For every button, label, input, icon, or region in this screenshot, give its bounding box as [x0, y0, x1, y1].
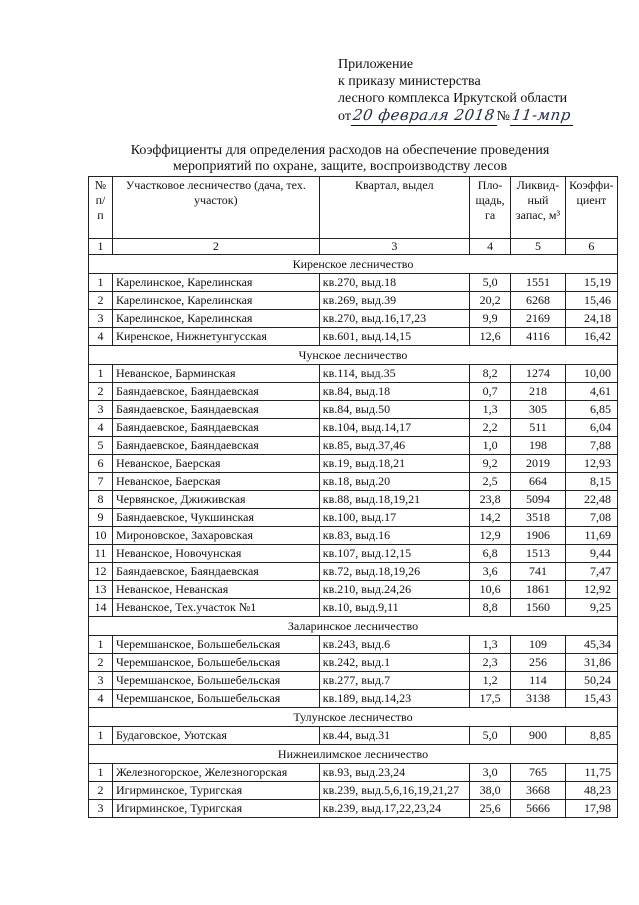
table-cell: кв.239, выд.5,6,16,19,21,27: [319, 782, 469, 800]
table-cell: кв.601, выд.14,15: [319, 328, 469, 346]
table-cell: кв.239, выд.17,22,23,24: [319, 800, 469, 818]
table-cell: 511: [511, 419, 565, 437]
table-row: [89, 509, 618, 527]
table-cell: Баяндаевское, Баяндаевская: [112, 419, 319, 437]
table-cell: Баяндаевское, Баяндаевская: [112, 563, 319, 581]
table-cell: 1551: [511, 274, 565, 292]
table-cell: 17,98: [565, 800, 617, 818]
table-cell: 45,34: [565, 636, 617, 654]
table-cell: 50,24: [565, 672, 617, 690]
handwritten-number: 11-мпр: [510, 106, 573, 124]
table-cell: 5,0: [469, 274, 510, 292]
table-cell: 17,5: [469, 690, 510, 708]
table-cell: 14,2: [469, 509, 510, 527]
table-cell: 4: [89, 419, 113, 437]
section-title: Чунское лесничество: [89, 346, 618, 365]
table-cell: Баяндаевское, Баяндаевская: [112, 383, 319, 401]
table-row: [89, 654, 618, 672]
column-number-row: [89, 239, 618, 255]
table-cell: 6: [89, 455, 113, 473]
table-row: [89, 310, 618, 328]
table-cell: кв.270, выд.16,17,23: [319, 310, 469, 328]
table-cell: Черемшанское, Большебельская: [112, 636, 319, 654]
table-cell: Карелинское, Карелинская: [112, 310, 319, 328]
table-cell: кв.83, выд.16: [319, 527, 469, 545]
table-cell: кв.19, выд.18,21: [319, 455, 469, 473]
table-cell: 14: [89, 599, 113, 617]
table-cell: кв.100, выд.17: [319, 509, 469, 527]
table-cell: 15,43: [565, 690, 617, 708]
table-cell: 11,69: [565, 527, 617, 545]
table-cell: 3518: [511, 509, 565, 527]
table-body: [89, 255, 618, 818]
table-cell: 1,0: [469, 437, 510, 455]
table-cell: 48,23: [565, 782, 617, 800]
table-cell: 1,2: [469, 672, 510, 690]
section-row: [89, 745, 618, 764]
table-cell: 4116: [511, 328, 565, 346]
table-cell: 15,46: [565, 292, 617, 310]
table-cell: 1513: [511, 545, 565, 563]
table-cell: 5666: [511, 800, 565, 818]
table-row: [89, 727, 618, 745]
table-cell: Игирминское, Туригская: [112, 782, 319, 800]
table-cell: 1: [89, 274, 113, 292]
table-cell: 9,25: [565, 599, 617, 617]
table-cell: 3668: [511, 782, 565, 800]
table-row: [89, 437, 618, 455]
col-number: 3: [319, 239, 469, 255]
table-cell: 1274: [511, 365, 565, 383]
table-row: [89, 401, 618, 419]
table-cell: 198: [511, 437, 565, 455]
table-cell: 2,3: [469, 654, 510, 672]
table-cell: 12,93: [565, 455, 617, 473]
section-title: Тулунское лесничество: [89, 708, 618, 727]
section-title: Нижнеилимское лесничество: [89, 745, 618, 764]
handwritten-date: 20 февраля 2018: [351, 106, 496, 124]
table-cell: кв.85, выд.37,46: [319, 437, 469, 455]
table-header-row: [89, 177, 618, 239]
table-cell: 6,04: [565, 419, 617, 437]
table-cell: 2: [89, 654, 113, 672]
table-cell: Мироновское, Захаровская: [112, 527, 319, 545]
table-cell: 11,75: [565, 764, 617, 782]
table-cell: 8,85: [565, 727, 617, 745]
table-cell: 2: [89, 383, 113, 401]
table-cell: 4: [89, 690, 113, 708]
table-cell: 4,61: [565, 383, 617, 401]
table-row: [89, 690, 618, 708]
appendix-block: [338, 56, 573, 126]
table-cell: кв.84, выд.18: [319, 383, 469, 401]
table-cell: 22,48: [565, 491, 617, 509]
table-row: [89, 292, 618, 310]
table-cell: 8,15: [565, 473, 617, 491]
table-cell: 10,6: [469, 581, 510, 599]
table-cell: Неванское, Новочунская: [112, 545, 319, 563]
table-row: [89, 365, 618, 383]
section-row: [89, 617, 618, 636]
header-forestry: Участковое лесничество (дача, тех. участок): [112, 177, 319, 239]
table-cell: кв.114, выд.35: [319, 365, 469, 383]
table-cell: 7: [89, 473, 113, 491]
table-cell: 6,8: [469, 545, 510, 563]
table-cell: кв.269, выд.39: [319, 292, 469, 310]
table-cell: Черемшанское, Большебельская: [112, 690, 319, 708]
table-cell: 3: [89, 401, 113, 419]
table-cell: Неванское, Баерская: [112, 473, 319, 491]
table-cell: 9,44: [565, 545, 617, 563]
table-cell: Баяндаевское, Чукшинская: [112, 509, 319, 527]
col-number: 6: [565, 239, 617, 255]
table-cell: 7,08: [565, 509, 617, 527]
document-title: [100, 143, 580, 175]
table-cell: Карелинское, Карелинская: [112, 274, 319, 292]
table-cell: 109: [511, 636, 565, 654]
table-cell: 3138: [511, 690, 565, 708]
section-row: [89, 708, 618, 727]
table-cell: 114: [511, 672, 565, 690]
table-cell: Будаговское, Уютская: [112, 727, 319, 745]
table-cell: 12,9: [469, 527, 510, 545]
section-row: [89, 255, 618, 274]
table-cell: 1,3: [469, 636, 510, 654]
table-cell: 2169: [511, 310, 565, 328]
table-row: [89, 636, 618, 654]
table-cell: 16,42: [565, 328, 617, 346]
appendix-signature-line: [338, 107, 573, 126]
table-cell: Неванское, Барминская: [112, 365, 319, 383]
table-row: [89, 419, 618, 437]
table-cell: 7,47: [565, 563, 617, 581]
section-title: Заларинское лесничество: [89, 617, 618, 636]
appendix-number-label: №: [496, 109, 510, 124]
table-cell: кв.18, выд.20: [319, 473, 469, 491]
header-area: Пло- щадь, га: [469, 177, 510, 239]
table-cell: 5094: [511, 491, 565, 509]
table-cell: 900: [511, 727, 565, 745]
table-cell: 4: [89, 328, 113, 346]
table-row: [89, 764, 618, 782]
table-cell: Игирминское, Туригская: [112, 800, 319, 818]
table-row: [89, 581, 618, 599]
table-cell: 11: [89, 545, 113, 563]
table-cell: 10: [89, 527, 113, 545]
title-line-1: Коэффициенты для определения расходов на обеспечение проведения: [130, 143, 550, 158]
table-cell: 2019: [511, 455, 565, 473]
table-cell: кв.104, выд.14,17: [319, 419, 469, 437]
table-cell: 15,19: [565, 274, 617, 292]
table-cell: кв.277, выд.7: [319, 672, 469, 690]
table-row: [89, 455, 618, 473]
table-cell: 1: [89, 727, 113, 745]
table-cell: 2: [89, 292, 113, 310]
header-quarter: Квартал, выдел: [319, 177, 469, 239]
table-cell: 24,18: [565, 310, 617, 328]
table-cell: 5,0: [469, 727, 510, 745]
table-cell: 2,5: [469, 473, 510, 491]
table-cell: 1560: [511, 599, 565, 617]
table-cell: 3: [89, 800, 113, 818]
table-cell: 12,6: [469, 328, 510, 346]
table-cell: 3: [89, 310, 113, 328]
table-cell: кв.72, выд.18,19,26: [319, 563, 469, 581]
table-cell: Черемшанское, Большебельская: [112, 672, 319, 690]
table-row: [89, 383, 618, 401]
table-row: [89, 782, 618, 800]
table-cell: 2,2: [469, 419, 510, 437]
table-cell: 9,9: [469, 310, 510, 328]
table-cell: кв.88, выд.18,19,21: [319, 491, 469, 509]
table-cell: 741: [511, 563, 565, 581]
table-cell: 305: [511, 401, 565, 419]
table-cell: 3,0: [469, 764, 510, 782]
table-cell: 13: [89, 581, 113, 599]
table-cell: 23,8: [469, 491, 510, 509]
table-cell: 8,8: [469, 599, 510, 617]
table-cell: Железногорское, Железногорская: [112, 764, 319, 782]
table-row: [89, 527, 618, 545]
table-cell: Киренское, Нижнетунгусская: [112, 328, 319, 346]
table-row: [89, 672, 618, 690]
table-cell: 3,6: [469, 563, 510, 581]
table-cell: 12: [89, 563, 113, 581]
table-cell: Неванское, Баерская: [112, 455, 319, 473]
table-cell: кв.270, выд.18: [319, 274, 469, 292]
table-cell: 31,86: [565, 654, 617, 672]
table-cell: кв.107, выд.12,15: [319, 545, 469, 563]
table-cell: 6,85: [565, 401, 617, 419]
table-cell: 25,6: [469, 800, 510, 818]
table-cell: 8: [89, 491, 113, 509]
table-cell: 8,2: [469, 365, 510, 383]
col-number: 5: [511, 239, 565, 255]
appendix-ot-label: от: [338, 109, 351, 124]
table-cell: Червянское, Джиживская: [112, 491, 319, 509]
section-title: Киренское лесничество: [89, 255, 618, 274]
appendix-line-2: к приказу министерства: [338, 74, 481, 89]
table-cell: Черемшанское, Большебельская: [112, 654, 319, 672]
table-cell: 3: [89, 672, 113, 690]
section-row: [89, 346, 618, 365]
table-cell: 0,7: [469, 383, 510, 401]
table-cell: 1861: [511, 581, 565, 599]
table-cell: кв.189, выд.14,23: [319, 690, 469, 708]
table-cell: 10,00: [565, 365, 617, 383]
table-cell: Неванское, Тех.участок №1: [112, 599, 319, 617]
table-cell: 7,88: [565, 437, 617, 455]
table-cell: Неванское, Неванская: [112, 581, 319, 599]
col-number: 1: [89, 239, 113, 255]
table-row: [89, 491, 618, 509]
table-cell: 9,2: [469, 455, 510, 473]
table-cell: Карелинское, Карелинская: [112, 292, 319, 310]
table-cell: 256: [511, 654, 565, 672]
table-row: [89, 545, 618, 563]
table-cell: 218: [511, 383, 565, 401]
table-cell: кв.93, выд.23,24: [319, 764, 469, 782]
coefficients-table: [88, 176, 618, 818]
table-cell: 6268: [511, 292, 565, 310]
table-row: [89, 599, 618, 617]
header-stock: Ликвид- ный запас, м³: [511, 177, 565, 239]
table-row: [89, 328, 618, 346]
table-cell: 1: [89, 365, 113, 383]
table-cell: кв.243, выд.6: [319, 636, 469, 654]
table-cell: 765: [511, 764, 565, 782]
table-row: [89, 274, 618, 292]
table-cell: 5: [89, 437, 113, 455]
table-cell: кв.10, выд.9,11: [319, 599, 469, 617]
table-cell: 9: [89, 509, 113, 527]
table-cell: Баяндаевское, Баяндаевская: [112, 437, 319, 455]
table-row: [89, 800, 618, 818]
table-row: [89, 473, 618, 491]
table-cell: 1: [89, 636, 113, 654]
col-number: 4: [469, 239, 510, 255]
table-cell: кв.210, выд.24,26: [319, 581, 469, 599]
appendix-line-3: лесного комплекса Иркутской области: [338, 91, 568, 106]
table-cell: Баяндаевское, Баяндаевская: [112, 401, 319, 419]
table-cell: кв.84, выд.50: [319, 401, 469, 419]
table-cell: 1906: [511, 527, 565, 545]
table-cell: 38,0: [469, 782, 510, 800]
table-row: [89, 563, 618, 581]
table-cell: 12,92: [565, 581, 617, 599]
title-line-2: мероприятий по охране, защите, воспроизводству лесов: [172, 159, 508, 174]
table-cell: 2: [89, 782, 113, 800]
header-coefficient: Коэффи- циент: [565, 177, 617, 239]
table-cell: 1: [89, 764, 113, 782]
appendix-line-1: Приложение: [338, 57, 414, 72]
table-cell: кв.44, выд.31: [319, 727, 469, 745]
col-number: 2: [112, 239, 319, 255]
table-cell: 1,3: [469, 401, 510, 419]
table-cell: 20,2: [469, 292, 510, 310]
header-number: № п/ п: [89, 177, 113, 239]
table-cell: 664: [511, 473, 565, 491]
table-cell: кв.242, выд.1: [319, 654, 469, 672]
